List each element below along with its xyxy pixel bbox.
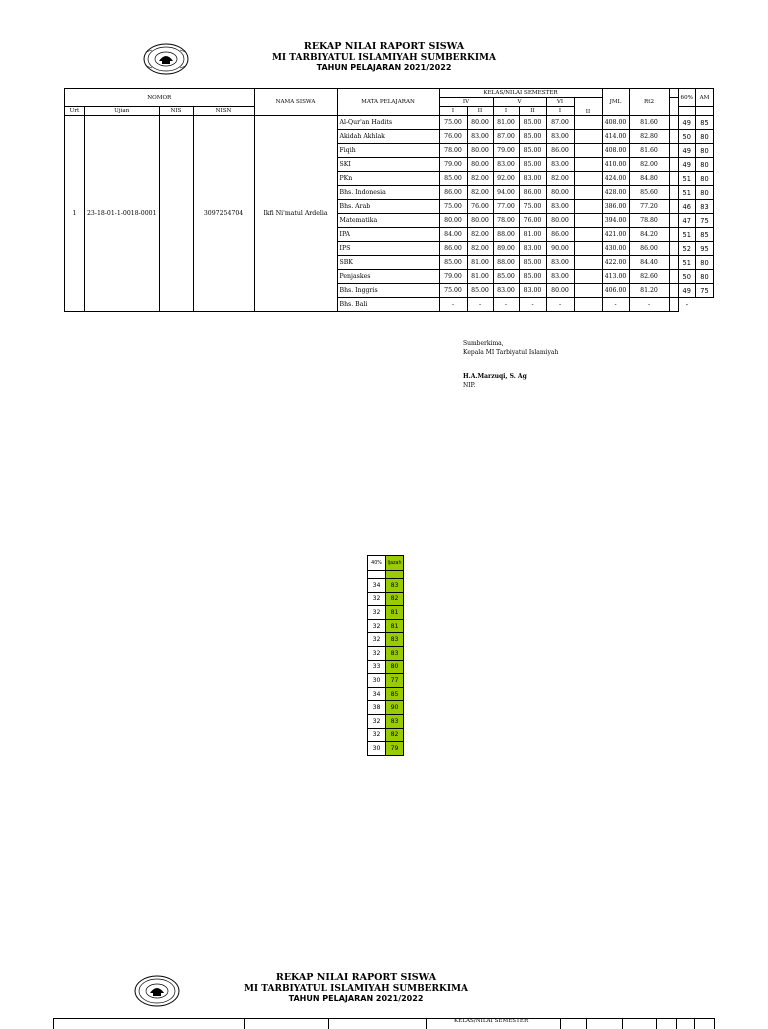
score-am: 80: [695, 256, 713, 270]
grade-table: [64, 88, 714, 312]
total-score: 422.00: [602, 256, 629, 270]
semester-score: 81.00: [519, 228, 546, 242]
semester-score: 86.00: [439, 186, 467, 200]
semester-score-vi-ii: [574, 200, 602, 214]
total-score: 410.00: [602, 158, 629, 172]
semester-score: 79.00: [439, 270, 467, 284]
semester-score-vi-ii: [574, 144, 602, 158]
semester-score: 80.00: [467, 158, 493, 172]
semester-score: 92.00: [493, 172, 519, 186]
header-blank-4: [695, 107, 713, 116]
subject-name: Bhs. Arab: [337, 200, 439, 214]
side-row: [368, 660, 404, 674]
header-vi-i: I: [546, 107, 574, 116]
semester-score: 80.00: [467, 116, 493, 130]
header-iv-i: I: [439, 107, 467, 116]
school-name-page2: MI TARBIYATUL ISLAMIYAH SUMBERKIMA: [243, 983, 469, 994]
blank-cell: [669, 242, 678, 256]
semester-score: 80.00: [467, 144, 493, 158]
header-kelas-nilai-page2: KELAS/NILAI SEMESTER: [454, 1018, 529, 1024]
semester-score: 84.00: [439, 228, 467, 242]
header-nis: NIS: [159, 107, 193, 116]
side-row: [368, 687, 404, 701]
score-60-percent: 49: [678, 116, 695, 130]
side-row: [368, 579, 404, 593]
side-ijazah-value: 83: [386, 633, 404, 647]
average-score: 82.00: [629, 158, 669, 172]
score-am: 75: [695, 214, 713, 228]
signature-nip: NIP.: [463, 381, 476, 389]
average-score: 85.60: [629, 186, 669, 200]
semester-score: -: [467, 298, 493, 312]
side-row: [368, 619, 404, 633]
semester-score: 86.00: [519, 186, 546, 200]
academic-year-page2: TAHUN PELAJARAN 2021/2022: [288, 994, 424, 1004]
header-nama-siswa: NAMA SISWA: [254, 89, 337, 116]
semester-score: 75.00: [439, 116, 467, 130]
academic-year: TAHUN PELAJARAN 2021/2022: [316, 63, 452, 73]
semester-score: 80.00: [546, 214, 574, 228]
total-score: 386.00: [602, 200, 629, 214]
semester-score: 90.00: [546, 242, 574, 256]
subject-name: Al-Qur'an Hadits: [337, 116, 439, 130]
score-am: 80: [695, 270, 713, 284]
header-nisn: NISN: [193, 107, 254, 116]
blank-cell: [669, 130, 678, 144]
side-ijazah-value: 82: [386, 728, 404, 742]
header-v-ii: II: [519, 107, 546, 116]
ijazah-table: [367, 555, 404, 756]
total-score: 414.00: [602, 130, 629, 144]
total-score: -: [602, 298, 629, 312]
student-ujian: 23-18-01-1-0018-0001: [85, 116, 160, 312]
total-score: 408.00: [602, 144, 629, 158]
semester-score: 83.00: [519, 172, 546, 186]
semester-score: 76.00: [467, 200, 493, 214]
score-60-percent: 51: [678, 172, 695, 186]
subject-name: Bhs. Bali: [337, 298, 439, 312]
side-row: [368, 606, 404, 620]
side-40-value: 30: [368, 674, 386, 688]
total-score: 421.00: [602, 228, 629, 242]
side-spacer: [368, 571, 386, 579]
side-ijazah-value: 80: [386, 660, 404, 674]
header-nomor: NOMOR: [65, 89, 255, 107]
score-60-percent: 51: [678, 256, 695, 270]
student-nisn: 3097254704: [193, 116, 254, 312]
signature-role: Kepala MI Tarbiyatul Islamiyah: [463, 349, 559, 357]
side-ijazah-value: 81: [386, 606, 404, 620]
semester-score: -: [493, 298, 519, 312]
header-60: 60%: [678, 89, 695, 107]
side-ijazah-value: 90: [386, 701, 404, 715]
signature-block: [463, 339, 558, 390]
semester-score: 83.00: [493, 158, 519, 172]
semester-score: 79.00: [439, 158, 467, 172]
semester-score: 82.00: [467, 186, 493, 200]
subject-name: PKn: [337, 172, 439, 186]
subject-name: IPS: [337, 242, 439, 256]
score-60-percent: 49: [678, 284, 695, 298]
semester-score: 80.00: [467, 214, 493, 228]
header-blank: [669, 89, 678, 98]
semester-score: 79.00: [493, 144, 519, 158]
side-40-value: 32: [368, 714, 386, 728]
total-score: 406.00: [602, 284, 629, 298]
blank-cell: [669, 284, 678, 298]
side-header-40: 40%: [368, 556, 386, 571]
header-kelas-nilai: KELAS/NILAI SEMESTER: [439, 89, 602, 98]
side-40-value: 32: [368, 633, 386, 647]
blank-cell: [669, 186, 678, 200]
semester-score: 75.00: [439, 200, 467, 214]
table-row: [65, 116, 714, 130]
side-40-value: 34: [368, 579, 386, 593]
score-60-percent: 51: [678, 186, 695, 200]
side-ijazah-value: 83: [386, 579, 404, 593]
side-row: [368, 714, 404, 728]
semester-score: 85.00: [519, 144, 546, 158]
semester-score: 85.00: [467, 284, 493, 298]
side-row: [368, 728, 404, 742]
semester-score-vi-ii: [574, 186, 602, 200]
report-header-page2: [0, 973, 740, 1003]
total-score: 408.00: [602, 116, 629, 130]
semester-score-vi-ii: [574, 284, 602, 298]
side-40-value: 34: [368, 687, 386, 701]
side-row: [368, 701, 404, 715]
header-urt: Urt: [65, 107, 85, 116]
semester-score: 88.00: [493, 256, 519, 270]
blank-cell: [669, 298, 678, 312]
average-score: -: [629, 298, 669, 312]
header-v-i: I: [493, 107, 519, 116]
semester-score: 78.00: [493, 214, 519, 228]
total-score: 424.00: [602, 172, 629, 186]
score-60-percent: 50: [678, 130, 695, 144]
side-40-value: 32: [368, 606, 386, 620]
student-urt: 1: [65, 116, 85, 312]
semester-score: 76.00: [439, 130, 467, 144]
blank-cell: [669, 144, 678, 158]
semester-score: -: [519, 298, 546, 312]
subject-name: Fiqih: [337, 144, 439, 158]
semester-score: 94.00: [493, 186, 519, 200]
score-60-percent: 49: [678, 158, 695, 172]
semester-score: 81.00: [493, 116, 519, 130]
average-score: 81.20: [629, 284, 669, 298]
average-score: 78.80: [629, 214, 669, 228]
semester-score: 83.00: [519, 284, 546, 298]
semester-score-vi-ii: [574, 228, 602, 242]
semester-score: 82.00: [546, 172, 574, 186]
average-score: 82.80: [629, 130, 669, 144]
side-40-value: 32: [368, 728, 386, 742]
semester-score: 82.00: [467, 228, 493, 242]
semester-score: 78.00: [439, 144, 467, 158]
total-score: 428.00: [602, 186, 629, 200]
side-40-value: 33: [368, 660, 386, 674]
header-iv: IV: [439, 98, 493, 107]
blank-cell: [669, 214, 678, 228]
semester-score: 83.00: [467, 130, 493, 144]
semester-score: 85.00: [439, 172, 467, 186]
semester-score-vi-ii: [574, 158, 602, 172]
semester-score: 88.00: [493, 228, 519, 242]
semester-score-vi-ii: [574, 130, 602, 144]
subject-name: Bhs. Inggris: [337, 284, 439, 298]
average-score: 81.60: [629, 116, 669, 130]
signature-place: Sumberkima,: [463, 340, 504, 347]
side-ijazah-value: 83: [386, 714, 404, 728]
semester-score: 89.00: [493, 242, 519, 256]
side-40-value: 32: [368, 619, 386, 633]
report-header: [0, 42, 768, 72]
side-ijazah-value: 79: [386, 742, 404, 756]
side-header-ijazah: ljazah: [386, 556, 404, 571]
header-rt2: Rt2: [629, 89, 669, 116]
semester-score: 76.00: [519, 214, 546, 228]
score-60-percent: 52: [678, 242, 695, 256]
semester-score: 80.00: [546, 284, 574, 298]
header-ujian: Ujian: [85, 107, 160, 116]
semester-score: 87.00: [546, 116, 574, 130]
total-score: 394.00: [602, 214, 629, 228]
school-name: MI TARBIYATUL ISLAMIYAH SUMBERKIMA: [271, 52, 497, 63]
semester-score: 87.00: [493, 130, 519, 144]
blank-cell: [669, 256, 678, 270]
semester-score: 83.00: [546, 158, 574, 172]
score-am: 83: [695, 200, 713, 214]
total-score: 430.00: [602, 242, 629, 256]
semester-score: 86.00: [546, 228, 574, 242]
score-am: 80: [695, 172, 713, 186]
semester-score: 85.00: [519, 270, 546, 284]
header-v: V: [493, 98, 546, 107]
semester-score: 85.00: [439, 256, 467, 270]
semester-score: 81.00: [467, 270, 493, 284]
blank-cell: [669, 200, 678, 214]
semester-score: -: [439, 298, 467, 312]
blank-cell: [669, 270, 678, 284]
semester-score: 83.00: [493, 284, 519, 298]
score-am: 80: [695, 130, 713, 144]
average-score: 81.60: [629, 144, 669, 158]
semester-score: 80.00: [439, 214, 467, 228]
semester-score: 86.00: [546, 144, 574, 158]
side-40-value: 32: [368, 646, 386, 660]
semester-score: 85.00: [519, 256, 546, 270]
header-am: AM: [695, 89, 713, 107]
average-score: 82.60: [629, 270, 669, 284]
semester-score: -: [546, 298, 574, 312]
average-score: 77.20: [629, 200, 669, 214]
header-vi: VI: [546, 98, 574, 107]
subject-name: Penjaskes: [337, 270, 439, 284]
subject-name: Matematika: [337, 214, 439, 228]
semester-score: 85.00: [519, 130, 546, 144]
header-iv-ii: II: [467, 107, 493, 116]
average-score: 84.40: [629, 256, 669, 270]
side-ijazah-value: 77: [386, 674, 404, 688]
student-nama: Ikfi Ni'matul Ardelia: [254, 116, 337, 312]
header-mata-pelajaran: MATA PELAJARAN: [337, 89, 439, 116]
semester-score: 85.00: [519, 116, 546, 130]
semester-score: 83.00: [546, 200, 574, 214]
signature-name: H.A.Marzuqi, S. Ag: [463, 372, 527, 380]
semester-score-vi-ii: [574, 172, 602, 186]
side-ijazah-value: 83: [386, 646, 404, 660]
semester-score-vi-ii: [574, 242, 602, 256]
semester-score: 85.00: [519, 158, 546, 172]
semester-score: 83.00: [546, 256, 574, 270]
semester-score: 82.00: [467, 242, 493, 256]
header-blank-2: [669, 98, 678, 116]
side-row: [368, 633, 404, 647]
score-am: 80: [695, 186, 713, 200]
side-40-value: 38: [368, 701, 386, 715]
semester-score-vi-ii: [574, 298, 602, 312]
semester-score: 83.00: [546, 130, 574, 144]
blank-cell: [669, 228, 678, 242]
side-row: [368, 742, 404, 756]
score-60-percent: -: [685, 300, 689, 309]
semester-score: 75.00: [519, 200, 546, 214]
blank-cell: [669, 116, 678, 130]
side-row: [368, 674, 404, 688]
semester-score: 83.00: [546, 270, 574, 284]
score-am: [695, 298, 713, 312]
side-ijazah-value: 82: [386, 592, 404, 606]
semester-score: 81.00: [467, 256, 493, 270]
header-blank-3: [678, 107, 695, 116]
semester-score-vi-ii: [574, 214, 602, 228]
subject-name: SBK: [337, 256, 439, 270]
subject-name: SKI: [337, 158, 439, 172]
semester-score: 86.00: [439, 242, 467, 256]
score-60-percent: 46: [678, 200, 695, 214]
student-nis: [159, 116, 193, 312]
semester-score: 77.00: [493, 200, 519, 214]
subject-name: IPA: [337, 228, 439, 242]
score-am: 80: [695, 158, 713, 172]
semester-score: 85.00: [493, 270, 519, 284]
side-ijazah-value: 81: [386, 619, 404, 633]
subject-name: Bhs. Indonesia: [337, 186, 439, 200]
score-am: 80: [695, 144, 713, 158]
blank-cell: [669, 158, 678, 172]
side-row: [368, 592, 404, 606]
semester-score: 75.00: [439, 284, 467, 298]
semester-score: 83.00: [519, 242, 546, 256]
report-title: REKAP NILAI RAPORT SISWA: [303, 41, 465, 52]
semester-score-vi-ii: [574, 270, 602, 284]
score-am: 85: [695, 228, 713, 242]
blank-cell: [669, 172, 678, 186]
header-vi-ii: II: [574, 98, 602, 116]
score-60-percent: 50: [678, 270, 695, 284]
side-40-value: 32: [368, 592, 386, 606]
score-am: 85: [695, 116, 713, 130]
semester-score: 82.00: [467, 172, 493, 186]
score-60-percent: 51: [678, 228, 695, 242]
side-40-value: 30: [368, 742, 386, 756]
side-ijazah-value: 85: [386, 687, 404, 701]
score-60-percent: 47: [678, 214, 695, 228]
side-row: [368, 646, 404, 660]
total-score: 413.00: [602, 270, 629, 284]
semester-score-vi-ii: [574, 256, 602, 270]
score-60-percent: 49: [678, 144, 695, 158]
side-spacer-green: [386, 571, 404, 579]
semester-score: 80.00: [546, 186, 574, 200]
average-score: 86.00: [629, 242, 669, 256]
semester-score-vi-ii: [574, 116, 602, 130]
score-am: 75: [695, 284, 713, 298]
report-title-page2: REKAP NILAI RAPORT SISWA: [275, 972, 437, 983]
header-jml: JML: [602, 89, 629, 116]
score-am: 95: [695, 242, 713, 256]
subject-name: Akidah Akhlak: [337, 130, 439, 144]
average-score: 84.80: [629, 172, 669, 186]
average-score: 84.20: [629, 228, 669, 242]
